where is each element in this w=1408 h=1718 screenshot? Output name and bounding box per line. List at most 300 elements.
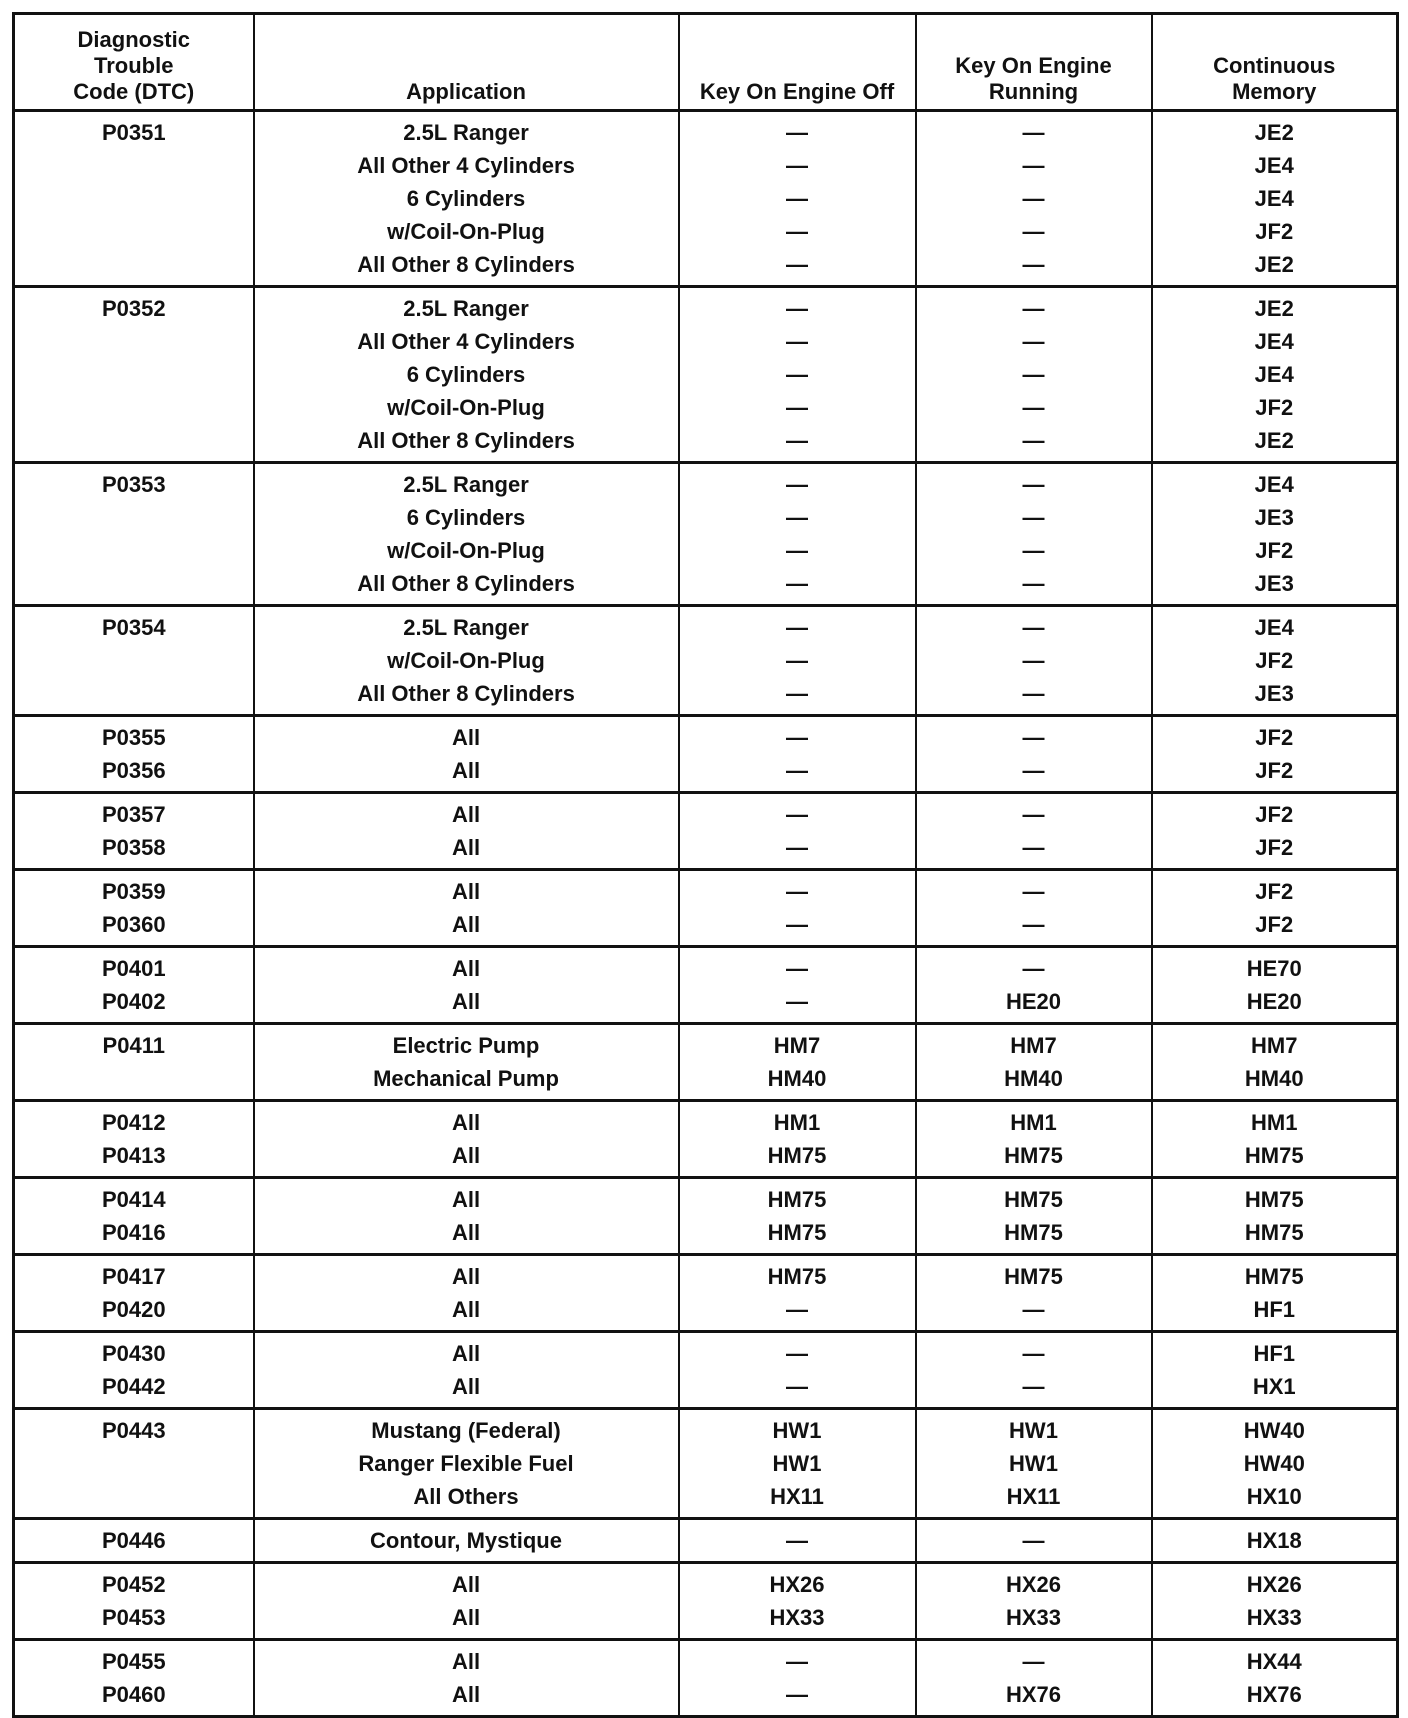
- application: All: [451, 758, 481, 783]
- koer-value-cell: [916, 463, 1152, 606]
- dtc-code-list: [15, 1524, 253, 1557]
- continuous-memory-value: HF1: [1253, 1341, 1296, 1366]
- continuous-memory-value: HW40: [1243, 1451, 1305, 1476]
- koeo-value: —: [786, 681, 808, 706]
- table-row: [14, 716, 1398, 793]
- continuous-memory-value: HX44: [1246, 1649, 1302, 1674]
- koer-value-list: [917, 611, 1151, 710]
- koeo-value: —: [786, 1528, 808, 1553]
- application-cell: [254, 1519, 679, 1563]
- continuous-memory-value: JE4: [1254, 472, 1294, 497]
- continuous-memory-value: HX33: [1246, 1605, 1302, 1630]
- koer-value: HX11: [1006, 1484, 1061, 1509]
- continuous-memory-value: HW40: [1243, 1418, 1305, 1443]
- application: w/Coil-On-Plug: [387, 395, 545, 420]
- dtc-code-list: [15, 798, 253, 864]
- koer-value: —: [1022, 725, 1045, 750]
- koeo-value: HX26: [769, 1572, 825, 1597]
- koer-value-list: [917, 292, 1151, 457]
- koeo-value-cell: [679, 1178, 916, 1255]
- dtc-code-cell: [14, 1563, 254, 1640]
- koer-value: —: [1022, 956, 1045, 981]
- koer-value: —: [1022, 472, 1045, 497]
- continuous-memory-value: JF2: [1255, 395, 1294, 420]
- dtc-code: P0413: [101, 1143, 166, 1168]
- dtc-code: P0359: [101, 879, 166, 904]
- application: Mechanical Pump: [373, 1066, 559, 1091]
- koeo-value: —: [786, 153, 808, 178]
- application: All: [451, 802, 481, 827]
- dtc-code: P0443: [101, 1418, 166, 1443]
- dtc-code: P0353: [101, 472, 166, 497]
- application-cell: [254, 1640, 679, 1717]
- koeo-value: HW1: [772, 1451, 822, 1476]
- koer-value: —: [1022, 1297, 1045, 1322]
- koer-value: HE20: [1005, 989, 1062, 1014]
- koeo-value: —: [786, 571, 808, 596]
- continuous-memory-value: JF2: [1255, 219, 1294, 244]
- application: Contour, Mystique: [370, 1528, 562, 1553]
- continuous-memory-value: JF2: [1255, 879, 1294, 904]
- dtc-code-list: [15, 1106, 253, 1172]
- continuous-memory-value-list: [1153, 292, 1397, 457]
- continuous-memory-value-list: [1153, 468, 1397, 600]
- table-row: [14, 1332, 1398, 1409]
- continuous-memory-value-cell: [1152, 1519, 1398, 1563]
- application: w/Coil-On-Plug: [387, 538, 545, 563]
- koer-value-list: [917, 721, 1151, 787]
- continuous-memory-value: HM75: [1244, 1187, 1304, 1212]
- continuous-memory-value-cell: [1152, 716, 1398, 793]
- dtc-code: P0416: [101, 1220, 166, 1245]
- koeo-value: HM75: [767, 1220, 827, 1245]
- header-dtc-line: Trouble: [94, 53, 174, 78]
- dtc-code-cell: [14, 606, 254, 716]
- koeo-value: —: [786, 186, 808, 211]
- dtc-code-list: [15, 1568, 253, 1634]
- continuous-memory-value-list: [1153, 721, 1397, 787]
- continuous-memory-value: JF2: [1255, 648, 1294, 673]
- koer-value-cell: [916, 793, 1152, 870]
- koer-value: —: [1022, 1374, 1045, 1399]
- koeo-value: —: [786, 362, 808, 387]
- continuous-memory-value: JE4: [1254, 362, 1294, 387]
- koer-value-list: [917, 1645, 1151, 1711]
- koer-value: —: [1022, 912, 1045, 937]
- koer-value: —: [1022, 252, 1045, 277]
- koer-value-cell: [916, 1409, 1152, 1519]
- koer-value-cell: [916, 1332, 1152, 1409]
- application: 2.5L Ranger: [403, 472, 529, 497]
- koeo-value-list: [680, 1645, 915, 1711]
- koer-value: HM75: [1004, 1187, 1063, 1212]
- koer-value: —: [1022, 296, 1045, 321]
- table-row: [14, 1178, 1398, 1255]
- koeo-value: HM75: [767, 1187, 827, 1212]
- application: All: [451, 879, 481, 904]
- koeo-value: HM75: [767, 1143, 827, 1168]
- koeo-value-list: [680, 1414, 915, 1513]
- koeo-value-cell: [679, 1563, 916, 1640]
- table-header: [14, 14, 1398, 111]
- dtc-code-list: [15, 952, 253, 1018]
- dtc-code-cell: [14, 111, 254, 287]
- koeo-value: —: [786, 912, 808, 937]
- dtc-code: P0452: [101, 1572, 166, 1597]
- application: Mustang (Federal): [371, 1418, 561, 1443]
- dtc-code-cell: [14, 1640, 254, 1717]
- continuous-memory-value: HM75: [1244, 1264, 1304, 1289]
- header-continuous-memory: [1152, 14, 1398, 111]
- koeo-value-cell: [679, 1255, 916, 1332]
- table-row: [14, 463, 1398, 606]
- koeo-value-list: [680, 721, 915, 787]
- application: All Other 4 Cylinders: [357, 153, 575, 178]
- application: All: [451, 1605, 481, 1630]
- koeo-value: —: [786, 758, 808, 783]
- application-list: [255, 875, 678, 941]
- dtc-code-list: [15, 292, 253, 325]
- dtc-code: P0402: [101, 989, 166, 1014]
- koer-value-cell: [916, 947, 1152, 1024]
- dtc-code-cell: [14, 793, 254, 870]
- application-cell: [254, 870, 679, 947]
- koeo-value-list: [680, 875, 915, 941]
- continuous-memory-value-cell: [1152, 870, 1398, 947]
- continuous-memory-value-list: [1153, 116, 1397, 281]
- koer-value: HW1: [1009, 1418, 1058, 1443]
- koer-value: —: [1022, 681, 1045, 706]
- continuous-memory-value-list: [1153, 1183, 1397, 1249]
- koeo-value: —: [786, 1341, 808, 1366]
- continuous-memory-value: HE20: [1246, 989, 1302, 1014]
- koer-value: —: [1022, 802, 1045, 827]
- koeo-value: —: [786, 725, 808, 750]
- dtc-code: P0417: [101, 1264, 166, 1289]
- application-cell: [254, 1332, 679, 1409]
- koer-value: HM75: [1004, 1264, 1063, 1289]
- continuous-memory-value: JF2: [1255, 758, 1294, 783]
- koer-value-list: [917, 875, 1151, 941]
- header-koer-line: Key On Engine: [955, 53, 1112, 78]
- continuous-memory-value: JE2: [1254, 428, 1294, 453]
- koer-value-list: [917, 952, 1151, 1018]
- application-cell: [254, 1409, 679, 1519]
- koer-value-list: [917, 1414, 1151, 1513]
- continuous-memory-value: JF2: [1255, 538, 1294, 563]
- application-cell: [254, 793, 679, 870]
- dtc-code: P0411: [102, 1033, 165, 1058]
- application-list: [255, 1337, 678, 1403]
- table-row: [14, 111, 1398, 287]
- application-list: [255, 1106, 678, 1172]
- koer-value-list: [917, 1029, 1151, 1095]
- dtc-code: P0430: [101, 1341, 166, 1366]
- koer-value: —: [1022, 428, 1045, 453]
- application: All Other 8 Cylinders: [357, 428, 575, 453]
- continuous-memory-value-cell: [1152, 1178, 1398, 1255]
- dtc-code-cell: [14, 870, 254, 947]
- application: All: [451, 1341, 481, 1366]
- dtc-code-cell: [14, 1178, 254, 1255]
- application-cell: [254, 463, 679, 606]
- koeo-value-list: [680, 1183, 915, 1249]
- koer-value-cell: [916, 1640, 1152, 1717]
- koeo-value: —: [786, 1297, 808, 1322]
- koeo-value-cell: [679, 1640, 916, 1717]
- continuous-memory-value-cell: [1152, 1101, 1398, 1178]
- koeo-value-list: [680, 292, 915, 457]
- continuous-memory-value: JE4: [1254, 153, 1294, 178]
- application: Electric Pump: [392, 1033, 540, 1058]
- continuous-memory-value: HE70: [1246, 956, 1302, 981]
- continuous-memory-value-cell: [1152, 111, 1398, 287]
- continuous-memory-value: HM40: [1244, 1066, 1304, 1091]
- dtc-code: P0442: [101, 1374, 166, 1399]
- koer-value-cell: [916, 716, 1152, 793]
- continuous-memory-value: HM7: [1251, 1033, 1298, 1058]
- koeo-value-cell: [679, 716, 916, 793]
- header-koer: [916, 14, 1152, 111]
- koeo-value: —: [786, 428, 808, 453]
- koer-value: HM40: [1004, 1066, 1063, 1091]
- application-cell: [254, 287, 679, 463]
- koeo-value: HW1: [772, 1418, 822, 1443]
- koeo-value: —: [786, 1374, 808, 1399]
- dtc-code-cell: [14, 463, 254, 606]
- dtc-code: P0446: [101, 1528, 166, 1553]
- koer-value-cell: [916, 111, 1152, 287]
- continuous-memory-value-cell: [1152, 606, 1398, 716]
- koeo-value-cell: [679, 287, 916, 463]
- koer-value-list: [917, 1106, 1151, 1172]
- header-dtc-line: Code (DTC): [73, 79, 195, 104]
- koer-value: —: [1022, 153, 1045, 178]
- koer-value-list: [917, 116, 1151, 281]
- koeo-value-list: [680, 1524, 915, 1557]
- continuous-memory-value: HX26: [1246, 1572, 1302, 1597]
- dtc-code: P0412: [101, 1110, 166, 1135]
- koeo-value: —: [786, 252, 808, 277]
- dtc-code-list: [15, 875, 253, 941]
- continuous-memory-value: JE4: [1254, 329, 1294, 354]
- dtc-code-list: [15, 468, 253, 501]
- header-koeo: [679, 14, 916, 111]
- application-cell: [254, 1563, 679, 1640]
- koeo-value-list: [680, 468, 915, 600]
- continuous-memory-value: JE4: [1254, 186, 1294, 211]
- koeo-value-list: [680, 116, 915, 281]
- dtc-code: P0401: [101, 956, 166, 981]
- koeo-value-list: [680, 1568, 915, 1634]
- koeo-value: —: [786, 1682, 808, 1707]
- continuous-memory-value: HM75: [1244, 1143, 1304, 1168]
- header-dtc: [14, 14, 254, 111]
- continuous-memory-value: JE3: [1254, 681, 1294, 706]
- dtc-code: P0453: [101, 1605, 166, 1630]
- application: 2.5L Ranger: [403, 296, 529, 321]
- continuous-memory-value-list: [1153, 1414, 1397, 1513]
- koeo-value-cell: [679, 1101, 916, 1178]
- continuous-memory-value: JF2: [1255, 802, 1294, 827]
- application: All: [451, 1220, 481, 1245]
- continuous-memory-value-list: [1153, 875, 1397, 941]
- continuous-memory-value: JE3: [1254, 505, 1294, 530]
- koeo-value: —: [786, 1649, 808, 1674]
- dtc-code-cell: [14, 947, 254, 1024]
- application-list: [255, 468, 678, 600]
- header-koer-line: Running: [988, 79, 1079, 104]
- continuous-memory-value: JF2: [1255, 725, 1294, 750]
- koeo-value: —: [786, 395, 808, 420]
- dtc-code: P0352: [101, 296, 166, 321]
- application-cell: [254, 1255, 679, 1332]
- koeo-value: HM75: [767, 1264, 827, 1289]
- koeo-value-cell: [679, 1332, 916, 1409]
- continuous-memory-value-cell: [1152, 463, 1398, 606]
- application-list: [255, 1414, 678, 1513]
- dtc-code-list: [15, 1414, 253, 1447]
- application: w/Coil-On-Plug: [387, 219, 545, 244]
- continuous-memory-value: JF2: [1255, 835, 1294, 860]
- application: All: [451, 989, 481, 1014]
- koer-value: —: [1022, 615, 1045, 640]
- table-row: [14, 1101, 1398, 1178]
- koeo-value: —: [786, 835, 808, 860]
- application: Ranger Flexible Fuel: [358, 1451, 574, 1476]
- table-row: [14, 1409, 1398, 1519]
- application-cell: [254, 716, 679, 793]
- koer-value: —: [1022, 1649, 1045, 1674]
- koer-value-cell: [916, 1255, 1152, 1332]
- koeo-value-list: [680, 1029, 915, 1095]
- continuous-memory-value: HX1: [1252, 1374, 1296, 1399]
- header-application: [254, 14, 679, 111]
- continuous-memory-value: JF2: [1255, 912, 1294, 937]
- koer-value: —: [1022, 648, 1045, 673]
- koer-value-cell: [916, 606, 1152, 716]
- continuous-memory-value-cell: [1152, 1563, 1398, 1640]
- table-row: [14, 1024, 1398, 1101]
- dtc-code-list: [15, 1645, 253, 1711]
- koeo-value-list: [680, 952, 915, 1018]
- application: All Other 8 Cylinders: [357, 571, 575, 596]
- header-koeo-label: Key On Engine Off: [699, 79, 895, 104]
- continuous-memory-value-cell: [1152, 1640, 1398, 1717]
- table-row: [14, 606, 1398, 716]
- koer-value-list: [917, 798, 1151, 864]
- application-list: [255, 1183, 678, 1249]
- continuous-memory-value-cell: [1152, 793, 1398, 870]
- dtc-code: P0460: [101, 1682, 166, 1707]
- koer-value-cell: [916, 1563, 1152, 1640]
- continuous-memory-value-list: [1153, 1524, 1397, 1557]
- dtc-code-cell: [14, 1332, 254, 1409]
- koer-value: —: [1022, 571, 1045, 596]
- dtc-code: P0420: [101, 1297, 166, 1322]
- continuous-memory-value-list: [1153, 1106, 1397, 1172]
- koer-value: —: [1022, 1341, 1045, 1366]
- koer-value: HM7: [1010, 1033, 1057, 1058]
- koeo-value: —: [786, 296, 808, 321]
- dtc-code-list: [15, 1337, 253, 1403]
- dtc-code-list: [15, 721, 253, 787]
- koer-value-cell: [916, 1519, 1152, 1563]
- continuous-memory-value-cell: [1152, 1255, 1398, 1332]
- continuous-memory-value: HX76: [1246, 1682, 1302, 1707]
- application-list: [255, 1524, 678, 1557]
- dtc-code: P0360: [101, 912, 166, 937]
- application: All: [451, 1682, 481, 1707]
- koer-value: HM1: [1010, 1110, 1057, 1135]
- koer-value: —: [1022, 395, 1045, 420]
- koer-value: —: [1022, 120, 1045, 145]
- header-cm-line: Continuous: [1213, 53, 1336, 78]
- continuous-memory-value: HM1: [1251, 1110, 1298, 1135]
- application: All: [451, 1264, 481, 1289]
- dtc-code: P0357: [101, 802, 166, 827]
- koer-value-list: [917, 468, 1151, 600]
- koeo-value: —: [786, 505, 808, 530]
- header-cm-line: Memory: [1232, 79, 1317, 104]
- dtc-code-list: [15, 116, 253, 149]
- koer-value-cell: [916, 870, 1152, 947]
- continuous-memory-value-list: [1153, 1645, 1397, 1711]
- application: All: [451, 956, 481, 981]
- application-list: [255, 116, 678, 281]
- koer-value: —: [1022, 186, 1045, 211]
- application: All Others: [413, 1484, 519, 1509]
- application: 2.5L Ranger: [403, 615, 529, 640]
- continuous-memory-value-list: [1153, 798, 1397, 864]
- koeo-value: —: [786, 120, 808, 145]
- application-cell: [254, 1178, 679, 1255]
- koeo-value-cell: [679, 463, 916, 606]
- koeo-value: —: [786, 538, 808, 563]
- koer-value-cell: [916, 287, 1152, 463]
- koeo-value-cell: [679, 1409, 916, 1519]
- application: All: [451, 1143, 481, 1168]
- dtc-code: P0455: [101, 1649, 166, 1674]
- continuous-memory-value: HF1: [1253, 1297, 1296, 1322]
- koer-value: HX76: [1005, 1682, 1062, 1707]
- koer-value: —: [1022, 329, 1045, 354]
- application: w/Coil-On-Plug: [387, 648, 545, 673]
- koeo-value: —: [786, 219, 808, 244]
- continuous-memory-value-cell: [1152, 947, 1398, 1024]
- dtc-code-cell: [14, 1101, 254, 1178]
- koer-value-cell: [916, 1101, 1152, 1178]
- application-list: [255, 952, 678, 1018]
- koer-value: HM75: [1004, 1143, 1063, 1168]
- koer-value: —: [1022, 1528, 1045, 1553]
- table-row: [14, 793, 1398, 870]
- dtc-code: P0354: [101, 615, 166, 640]
- dtc-code-cell: [14, 1255, 254, 1332]
- continuous-memory-value: JE2: [1254, 296, 1294, 321]
- dtc-code-list: [15, 1183, 253, 1249]
- application: All: [451, 1187, 481, 1212]
- dtc-code-list: [15, 1260, 253, 1326]
- continuous-memory-value-cell: [1152, 1332, 1398, 1409]
- table-row: [14, 870, 1398, 947]
- koer-value: —: [1022, 835, 1045, 860]
- koer-value: HX33: [1005, 1605, 1062, 1630]
- application: All: [451, 1110, 481, 1135]
- application-list: [255, 721, 678, 787]
- application: All: [451, 1572, 481, 1597]
- continuous-memory-value-list: [1153, 1029, 1397, 1095]
